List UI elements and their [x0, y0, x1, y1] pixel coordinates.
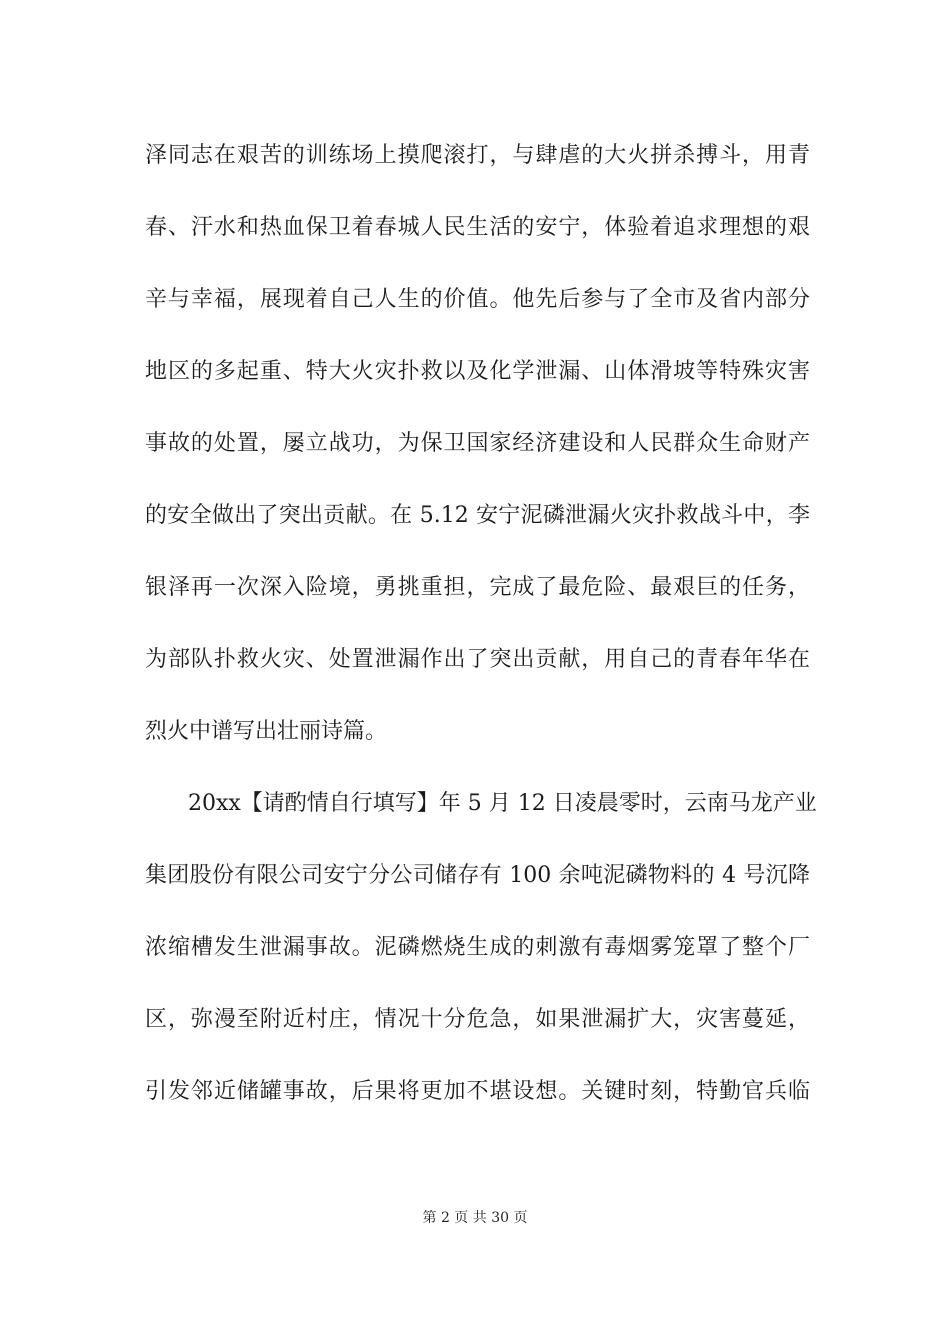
text-line: 为部队扑救火灾、处置泄漏作出了突出贡献，用自己的青春年华在 — [145, 647, 810, 672]
text-line: 20xx【请酌情自行填写】年 5 月 12 日凌晨零时，云南马龙产业 — [188, 791, 817, 816]
text-line: 烈火中谱写出壮丽诗篇。 — [145, 719, 388, 744]
text-line: 泽同志在艰苦的训练场上摸爬滚打，与肆虐的大火拼杀搏斗，用青 — [145, 143, 810, 168]
text-line: 银泽再一次深入险境，勇挑重担，完成了最危险、最艰巨的任务， — [145, 575, 810, 600]
text-line: 浓缩槽发生泄漏事故。泥磷燃烧生成的刺激有毒烟雾笼罩了整个厂 — [145, 935, 810, 960]
text-line: 春、汗水和热血保卫着春城人民生活的安宁，体验着追求理想的艰 — [145, 215, 810, 240]
page-number-footer: 第 2 页 共 30 页 — [422, 1210, 528, 1226]
text-line: 的安全做出了突出贡献。在 5.12 安宁泥磷泄漏火灾扑救战斗中，李 — [145, 503, 810, 528]
text-line: 集团股份有限公司安宁分公司储存有 100 余吨泥磷物料的 4 号沉降 — [145, 863, 810, 888]
text-line: 引发邻近储罐事故，后果将更加不堪设想。关键时刻，特勤官兵临 — [145, 1079, 810, 1104]
text-line: 辛与幸福，展现着自己人生的价值。他先后参与了全市及省内部分 — [145, 287, 810, 312]
text-line: 事故的处置，屡立战功，为保卫国家经济建设和人民群众生命财产 — [145, 431, 810, 456]
text-line: 地区的多起重、特大火灾扑救以及化学泄漏、山体滑坡等特殊灾害 — [145, 359, 810, 384]
text-line: 区，弥漫至附近村庄，情况十分危急，如果泄漏扩大，灾害蔓延， — [145, 1007, 810, 1032]
